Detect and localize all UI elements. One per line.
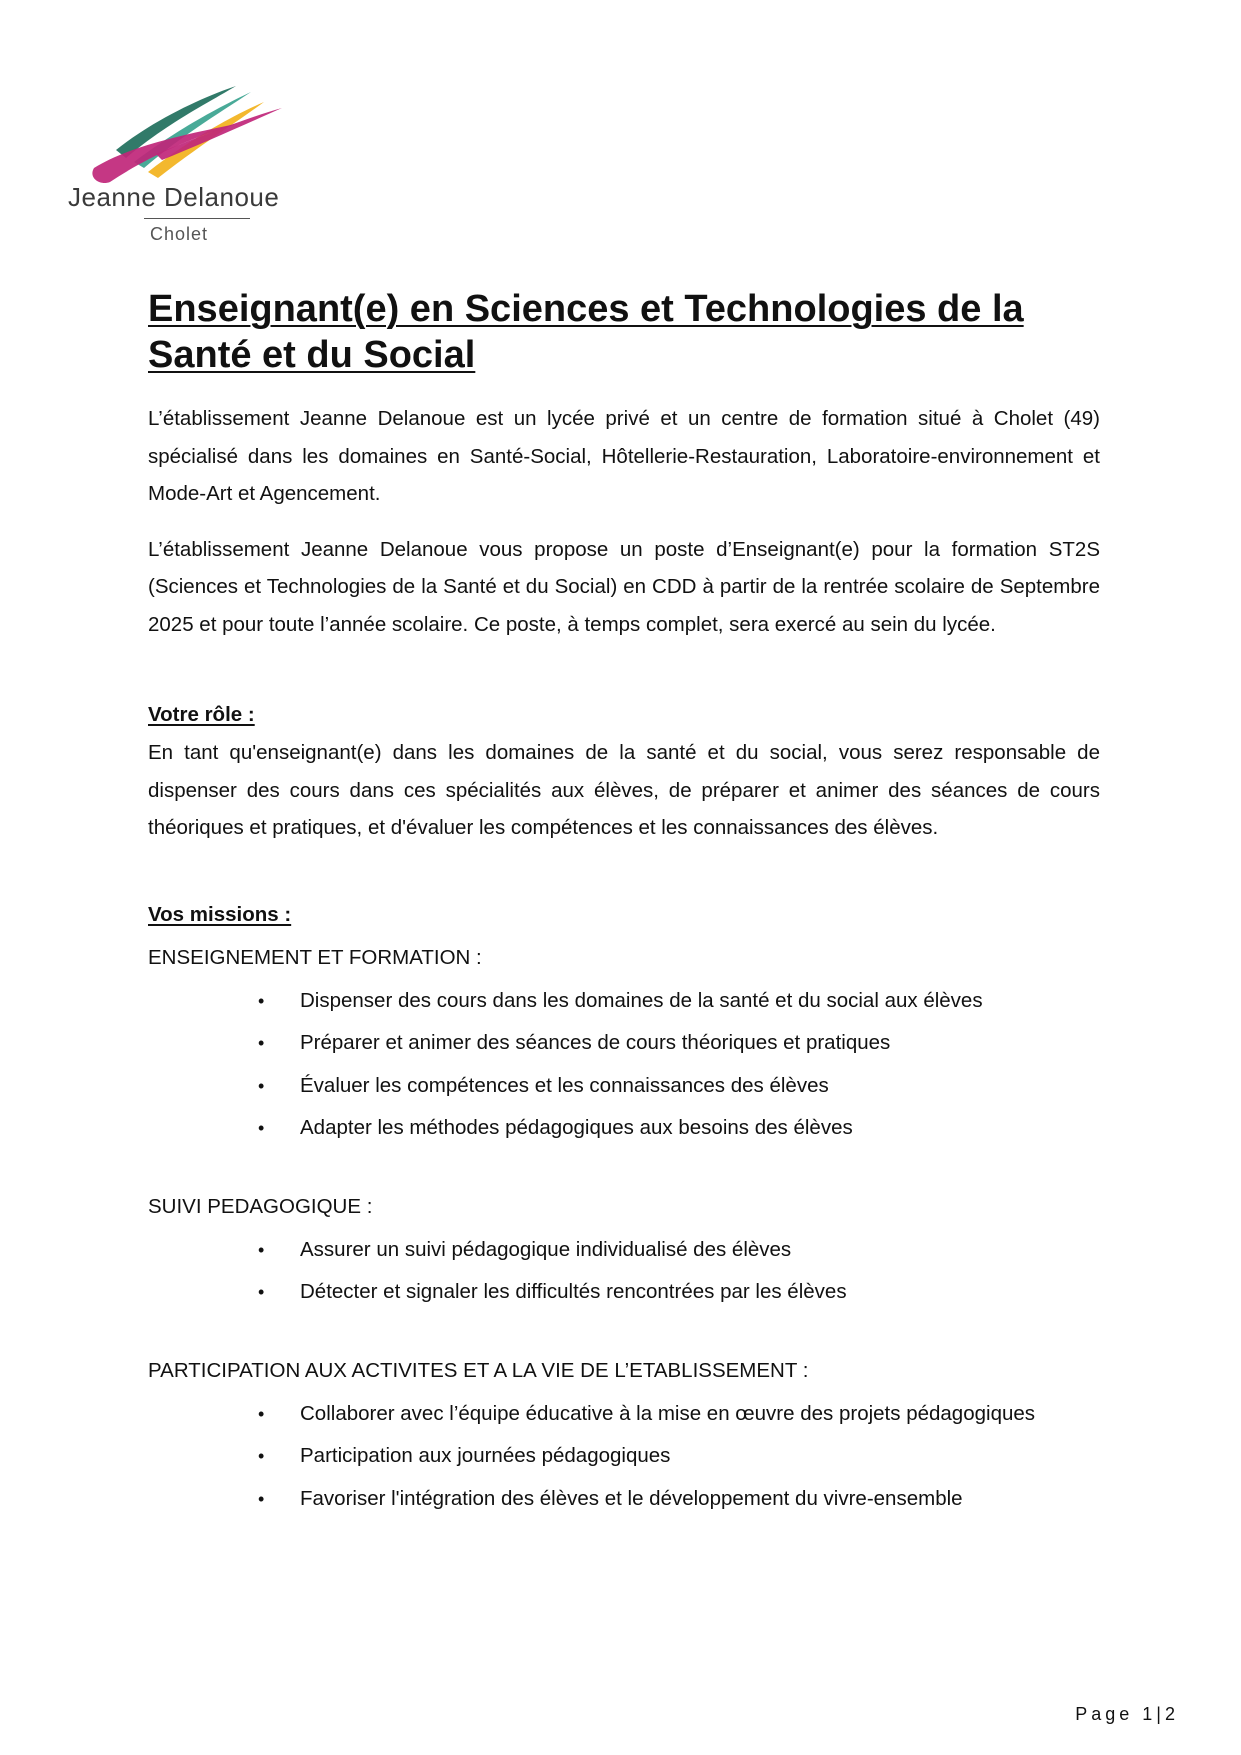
list-item [148,1478,1100,1521]
list-item-text: Évaluer les compétences et les connaissances des élèves [300,1073,829,1097]
list-item-text: Préparer et animer des séances de cours théoriques et pratiques [300,1031,891,1054]
list-item-text: Adapter les méthodes pédagogiques aux besoins des élèves [300,1116,853,1139]
list-item [148,1435,1100,1478]
logo-city: Cholet [150,224,209,244]
bullet-icon: • [258,1033,265,1053]
list-item-text: Détecter et signaler les difficultés rencontrées par les élèves [300,1280,847,1303]
mission-list [148,1229,1100,1314]
role-paragraph: En tant qu'enseignant(e) dans les domaines de la santé et du social, vous serez responsable de dispenser des cours dans ces spécialités aux élèves, de préparer et animer des séances de cours théoriques et pratiques, et d'évaluer les compétences et les connaissances des élèves. [148,741,1100,839]
mission-list [148,1393,1100,1521]
bullet-icon: • [258,1118,265,1138]
logo [66,78,306,248]
mission-group-heading: PARTICIPATION AUX ACTIVITES ET A LA VIE DE L’ETABLISSEMENT : [148,1358,809,1382]
bullet-icon: • [258,990,265,1011]
list-item [148,1229,1100,1272]
list-item [148,1107,1100,1150]
bullet-icon: • [258,1282,265,1302]
logo-name: Jeanne Delanoue [68,182,280,212]
list-item [148,1271,1100,1314]
list-item [148,980,1100,1023]
list-item [148,1022,1100,1065]
bullet-icon: • [258,1488,265,1509]
logo-brush-strokes [86,78,286,188]
role-heading: Votre rôle : [148,703,255,726]
list-item-text: Collaborer avec l’équipe éducative à la mise en œuvre des projets pédagogiques [300,1401,1036,1425]
mission-list [148,980,1100,1150]
list-item [148,1393,1100,1436]
document-body [148,286,1100,1520]
intro-paragraph-1: L’établissement Jeanne Delanoue est un lycée privé et un centre de formation situé à Cholet (49) spécialisé dans les domaines en Santé-Social, Hôtellerie-Restauration, Laboratoire-environnement et Mode-Art et Agencement. [148,407,1100,505]
page-number: Page 1|2 [1075,1704,1179,1724]
missions-heading: Vos missions : [148,902,292,926]
logo-divider [144,218,250,219]
list-item-text: Assurer un suivi pédagogique individualisé des élèves [300,1237,792,1261]
bullet-icon: • [258,1239,265,1260]
intro-paragraph-2: L’établissement Jeanne Delanoue vous propose un poste d’Enseignant(e) pour la formation ST2S (Sciences et Technologies de la Santé et du Social) en CDD à partir de la rentrée scolaire de Septembre 2025 et pour toute l’année scolaire. Ce poste, à temps complet, sera exercé au sein du lycée. [148,537,1100,636]
mission-group-heading: ENSEIGNEMENT ET FORMATION : [148,945,482,969]
bullet-icon: • [258,1446,265,1466]
list-item-text: Dispenser des cours dans les domaines de la santé et du social aux élèves [300,988,983,1012]
bullet-icon: • [258,1075,265,1096]
bullet-icon: • [258,1403,265,1424]
document-title: Enseignant(e) en Sciences et Technologies de la Santé et du Social [148,288,1024,376]
list-item-text: Participation aux journées pédagogiques [300,1444,671,1467]
list-item-text: Favoriser l'intégration des élèves et le développement du vivre-ensemble [300,1486,963,1510]
list-item [148,1065,1100,1108]
mission-group-heading: SUIVI PEDAGOGIQUE : [148,1194,373,1218]
